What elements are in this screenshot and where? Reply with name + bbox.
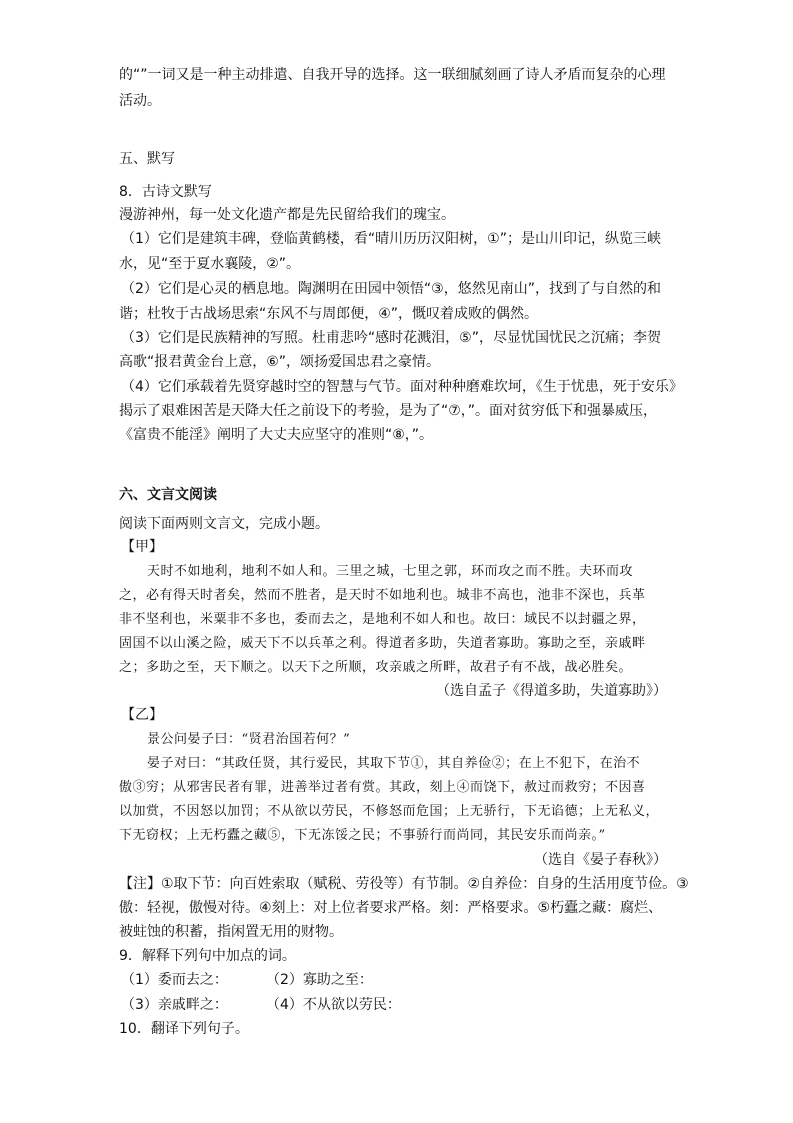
annotation-line: 【注】①取下节：向百姓索取（赋税、劳役等）有节制。②自养俭：自身的生活用度节俭。③ (119, 876, 689, 892)
passage-jia-line: 非不坚利也，米粟非不多也，委而去之，是地利不如人和也。故曰：域民不以封疆之界， (119, 612, 646, 627)
question-9-title: 9．解释下列句中加点的词。 (119, 948, 296, 964)
question-9-item: （1）委而去之： (121, 972, 228, 988)
question-8-item: （4）它们承载着先贤穿越时空的智慧与气节。面对种种磨难坎坷，《生于忧患，死于安乐》 (121, 379, 683, 395)
passage-jia-line: 固国不以山溪之险，威天下不以兵革之利。得道者多助，失道者寡助。寡助之至，亲戚畔 (119, 636, 646, 651)
reading-instruction: 阅读下面两则文言文，完成小题。 (119, 516, 329, 532)
section-heading-six: 六、文言文阅读 (119, 487, 217, 503)
passage-yi-line: 下无窃权；上无朽蠹之藏⑤，下无冻馁之民；不事骄行而尚同，其民安乐而尚亲。” (119, 828, 606, 843)
passage-yi-line: 以加赏，不因怒以加罚；不从欲以劳民，不修怒而危国；上无骄行，下无谄德；上无私义， (119, 804, 660, 819)
passage-jia-source: （选自孟子《得道多助，失道寡助》） (436, 683, 667, 699)
question-9-item: （4）不从欲以劳民： (266, 997, 401, 1013)
annotation-line: 被蛀蚀的积蓄，指闲置无用的财物。 (119, 924, 343, 940)
passage-jia-line: 之，必有得天时者矣，然而不胜者，是天时不如地利也。城非不高也，池非不深也，兵革 (119, 588, 646, 603)
paragraph-line: 活动。 (119, 93, 161, 109)
question-8-item: 高歌“报君黄金台上意，⑥”，颂扬爱国忠君之豪情。 (119, 354, 441, 370)
passage-jia-line: 天时不如地利，地利不如人和。三里之城，七里之郭，环而攻之而不胜。夫环而攻 (147, 564, 634, 579)
passage-yi-source: （选自《晏子春秋》） (534, 852, 667, 868)
question-8-item: （2）它们是心灵的栖息地。陶渊明在田园中领悟“③，悠然见南山”，找到了与自然的和 (121, 281, 661, 297)
passage-yi-line: 晏子对曰：“其政任贤，其行爱民，其取下节①，其自养俭②；在上不犯下，在治不 (147, 756, 641, 771)
question-8-item: 揭示了艰难困苦是天降大任之前设下的考验，是为了“⑦，”。面对贫穷低下和强暴威压， (119, 403, 658, 419)
passage-yi-line: 傲③穷；从邪害民者有罪，进善举过者有赏。其政，刻上④而饶下，赦过而救穷；不因喜 (119, 780, 646, 795)
passage-label-jia: 【甲】 (121, 539, 163, 555)
question-8-intro: 漫游神州，每一处文化遗产都是先民留给我们的瑰宝。 (119, 207, 455, 223)
annotation-line: 傲：轻视，傲慢对待。④刻上：对上位者要求严格。刻：严格要求。⑤朽蠹之藏：腐烂、 (119, 900, 663, 916)
question-9-item: （3）亲戚畔之： (121, 997, 228, 1013)
question-8-item: 谐；杜牧于古战场思索“东风不与周郎便，④”，慨叹着成败的偶然。 (119, 306, 539, 322)
passage-jia-line: 之；多助之至，天下顺之。以天下之所顺，攻亲戚之所畔，故君子有不战，战必胜矣。 (119, 660, 633, 675)
question-8-title: 8．古诗文默写 (119, 184, 212, 200)
question-8-item: 《富贵不能淫》阐明了大丈夫应坚守的准则“⑧，”。 (119, 427, 434, 443)
passage-label-yi: 【乙】 (121, 707, 163, 723)
question-8-item: （1）它们是建筑丰碑，登临黄鹤楼，看“晴川历历汉阳树，①”；是山川印记，纵览三峡 (121, 231, 661, 247)
question-9-item: （2）寡助之至： (266, 972, 373, 988)
question-8-item: 水，见“至于夏水襄陵，②”。 (119, 256, 301, 272)
question-10-title: 10．翻译下列句子。 (119, 1021, 249, 1037)
passage-yi-line: 景公问晏子曰：“贤君治国若何？” (147, 732, 351, 747)
paragraph-line: 的“”一词又是一种主动排遣、自我开导的选择。这一联细腻刻画了诗人矛盾而复杂的心理 (119, 67, 666, 83)
section-heading-five: 五、默写 (119, 151, 175, 167)
question-8-item: （3）它们是民族精神的写照。杜甫悲吟“感时花溅泪，⑤”，尽显忧国忧民之沉痛；李贺 (121, 330, 661, 346)
